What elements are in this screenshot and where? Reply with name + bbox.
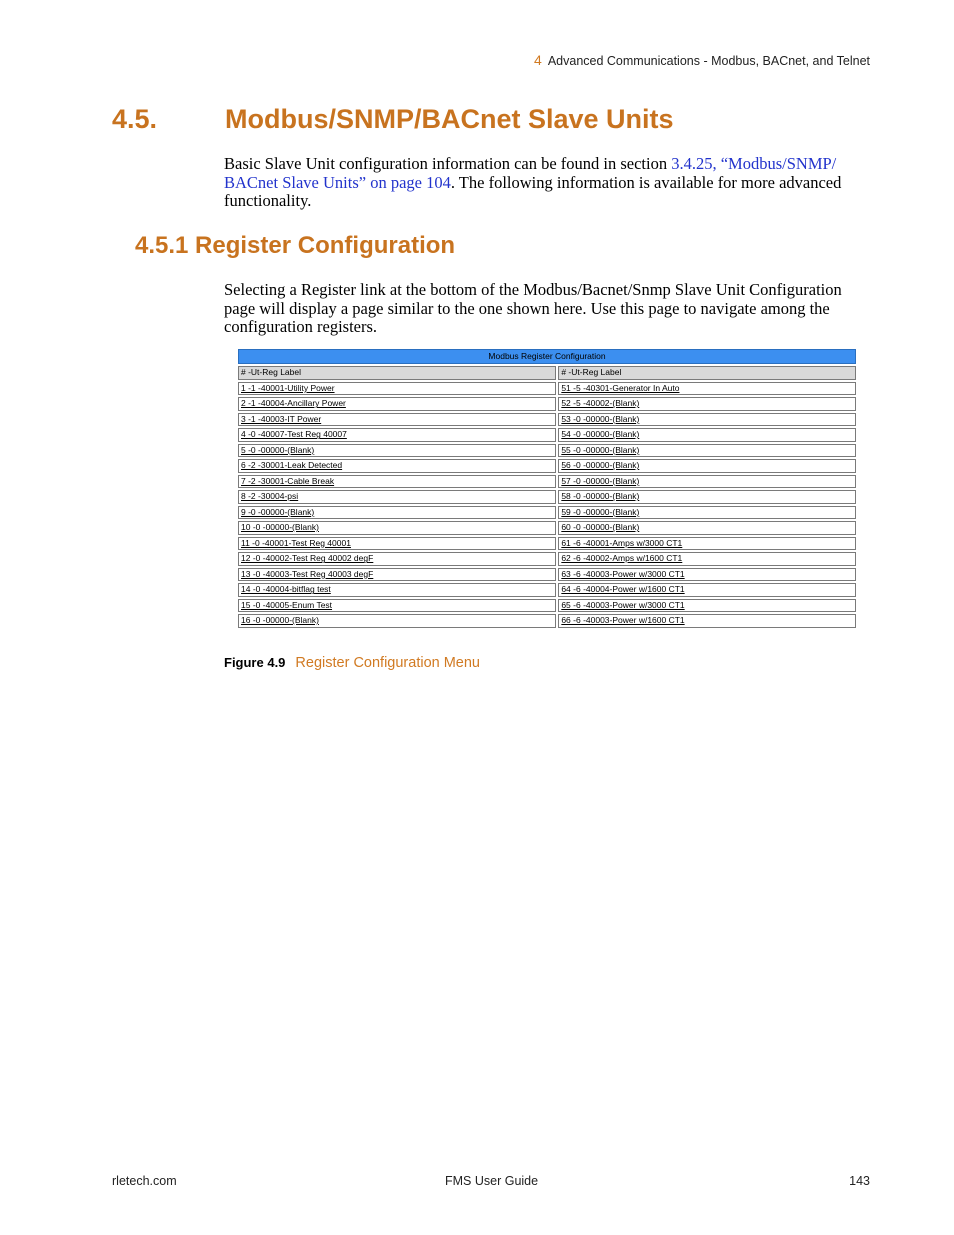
intro-text-after: . The following information is available for more advanced functionality. (224, 172, 842, 210)
register-cell (238, 583, 556, 597)
register-cell (238, 614, 556, 628)
table-title-row (238, 349, 856, 364)
table-row (238, 506, 856, 520)
register-link[interactable]: 2 -1 -40004-Ancillary Power (241, 398, 346, 409)
register-link[interactable]: 54 -0 -00000-(Blank) (561, 429, 640, 440)
register-link[interactable]: 13 -0 -40003-Test Reg 40003 degF (241, 568, 374, 579)
footer-title: FMS User Guide (445, 1174, 539, 1188)
register-config-table (236, 347, 858, 630)
table-row (238, 490, 856, 504)
table-row (238, 444, 856, 458)
register-link[interactable]: 6 -2 -30001-Leak Detected (241, 460, 343, 471)
table-row (238, 537, 856, 551)
column-header-right: # -Ut-Reg Label (558, 366, 856, 380)
register-cell (558, 459, 856, 473)
running-header (534, 52, 870, 68)
register-link[interactable]: 3 -1 -40003-IT Power (241, 413, 322, 424)
register-link[interactable]: 52 -5 -40002-(Blank) (561, 398, 640, 409)
table-row (238, 459, 856, 473)
register-link[interactable]: 11 -0 -40001-Test Reg 40001 (241, 537, 351, 548)
register-cell (558, 583, 856, 597)
register-cell (558, 599, 856, 613)
table-row (238, 614, 856, 628)
register-cell (238, 397, 556, 411)
register-cell (238, 444, 556, 458)
table-row (238, 382, 856, 396)
register-cell (558, 537, 856, 551)
section-reference-link[interactable]: 3.4.25, “Modbus/SNMP/ BACnet Slave Units” on page 104 (224, 154, 837, 192)
section-number: 4.5. (112, 104, 158, 134)
figure-label: Figure 4.9 (224, 655, 286, 670)
register-link[interactable]: 64 -6 -40004-Power w/1600 CT1 (561, 584, 685, 595)
table-row (238, 413, 856, 427)
register-link[interactable]: 66 -6 -40003-Power w/1600 CT1 (561, 615, 685, 626)
table-title: Modbus Register Configuration (238, 349, 856, 364)
register-link[interactable]: 61 -6 -40001-Amps w/3000 CT1 (561, 537, 683, 548)
register-cell (558, 428, 856, 442)
table-row (238, 397, 856, 411)
register-cell (238, 459, 556, 473)
register-link[interactable]: 4 -0 -40007-Test Reg 40007 (241, 429, 347, 440)
register-cell (558, 506, 856, 520)
register-link[interactable]: 15 -0 -40005-Enum Test (241, 599, 333, 610)
register-cell (558, 475, 856, 489)
register-link[interactable]: 62 -6 -40002-Amps w/1600 CT1 (561, 553, 683, 564)
page-number: 143 (849, 1174, 870, 1188)
register-cell (558, 490, 856, 504)
section-title: Modbus/SNMP/BACnet Slave Units (225, 104, 674, 134)
figure-caption (224, 655, 480, 671)
register-link[interactable]: 8 -2 -30004-psi (241, 491, 299, 502)
register-cell (238, 552, 556, 566)
register-link[interactable]: 51 -5 -40301-Generator In Auto (561, 382, 680, 393)
register-link[interactable]: 9 -0 -00000-(Blank) (241, 506, 315, 517)
table-header-row (238, 366, 856, 380)
register-link[interactable]: 56 -0 -00000-(Blank) (561, 460, 640, 471)
register-cell (238, 475, 556, 489)
register-cell (238, 413, 556, 427)
body-paragraph: Selecting a Register link at the bottom of the Modbus/Bacnet/Snmp Slave Unit Configuration page will display a page similar to the one shown here. Use this page to navigate among the configuration registers. (224, 280, 842, 336)
register-link[interactable]: 57 -0 -00000-(Blank) (561, 475, 640, 486)
figure-caption-text: Register Configuration Menu (295, 655, 480, 671)
register-link[interactable]: 12 -0 -40002-Test Reg 40002 degF (241, 553, 374, 564)
table-row (238, 583, 856, 597)
register-cell (238, 490, 556, 504)
table-row (238, 568, 856, 582)
column-header-left: # -Ut-Reg Label (238, 366, 556, 380)
register-link[interactable]: 58 -0 -00000-(Blank) (561, 491, 640, 502)
register-link[interactable]: 1 -1 -40001-Utility Power (241, 382, 335, 393)
register-link[interactable]: 55 -0 -00000-(Blank) (561, 444, 640, 455)
register-link[interactable]: 14 -0 -40004-bitflag test (241, 584, 331, 595)
register-cell (558, 413, 856, 427)
register-cell (238, 428, 556, 442)
register-link[interactable]: 53 -0 -00000-(Blank) (561, 413, 640, 424)
register-cell (558, 444, 856, 458)
register-cell (558, 552, 856, 566)
subsection-heading: 4.5.1 Register Configuration (135, 232, 456, 259)
register-cell (558, 521, 856, 535)
footer-website: rletech.com (112, 1174, 177, 1188)
register-cell (558, 382, 856, 396)
intro-text-before: Basic Slave Unit configuration information can be found in section (224, 154, 672, 173)
table-row (238, 475, 856, 489)
table-row (238, 552, 856, 566)
register-cell (238, 568, 556, 582)
intro-paragraph (224, 155, 872, 211)
table-row (238, 428, 856, 442)
register-cell (558, 568, 856, 582)
register-link[interactable]: 7 -2 -30001-Cable Break (241, 475, 335, 486)
chapter-number: 4 (534, 52, 542, 68)
register-cell (238, 521, 556, 535)
register-cell (238, 599, 556, 613)
register-link[interactable]: 60 -0 -00000-(Blank) (561, 522, 640, 533)
register-cell (238, 506, 556, 520)
table-row (238, 521, 856, 535)
register-link[interactable]: 63 -6 -40003-Power w/3000 CT1 (561, 568, 685, 579)
register-link[interactable]: 59 -0 -00000-(Blank) (561, 506, 640, 517)
register-cell (558, 614, 856, 628)
register-link[interactable]: 16 -0 -00000-(Blank) (241, 615, 319, 626)
register-link[interactable]: 5 -0 -00000-(Blank) (241, 444, 315, 455)
register-cell (238, 382, 556, 396)
table-row (238, 599, 856, 613)
register-link[interactable]: 10 -0 -00000-(Blank) (241, 522, 319, 533)
register-link[interactable]: 65 -6 -40003-Power w/3000 CT1 (561, 599, 685, 610)
chapter-title: Advanced Communications - Modbus, BACnet, and Telnet (547, 54, 870, 68)
register-cell (238, 537, 556, 551)
section-heading (112, 104, 674, 135)
register-cell (558, 397, 856, 411)
